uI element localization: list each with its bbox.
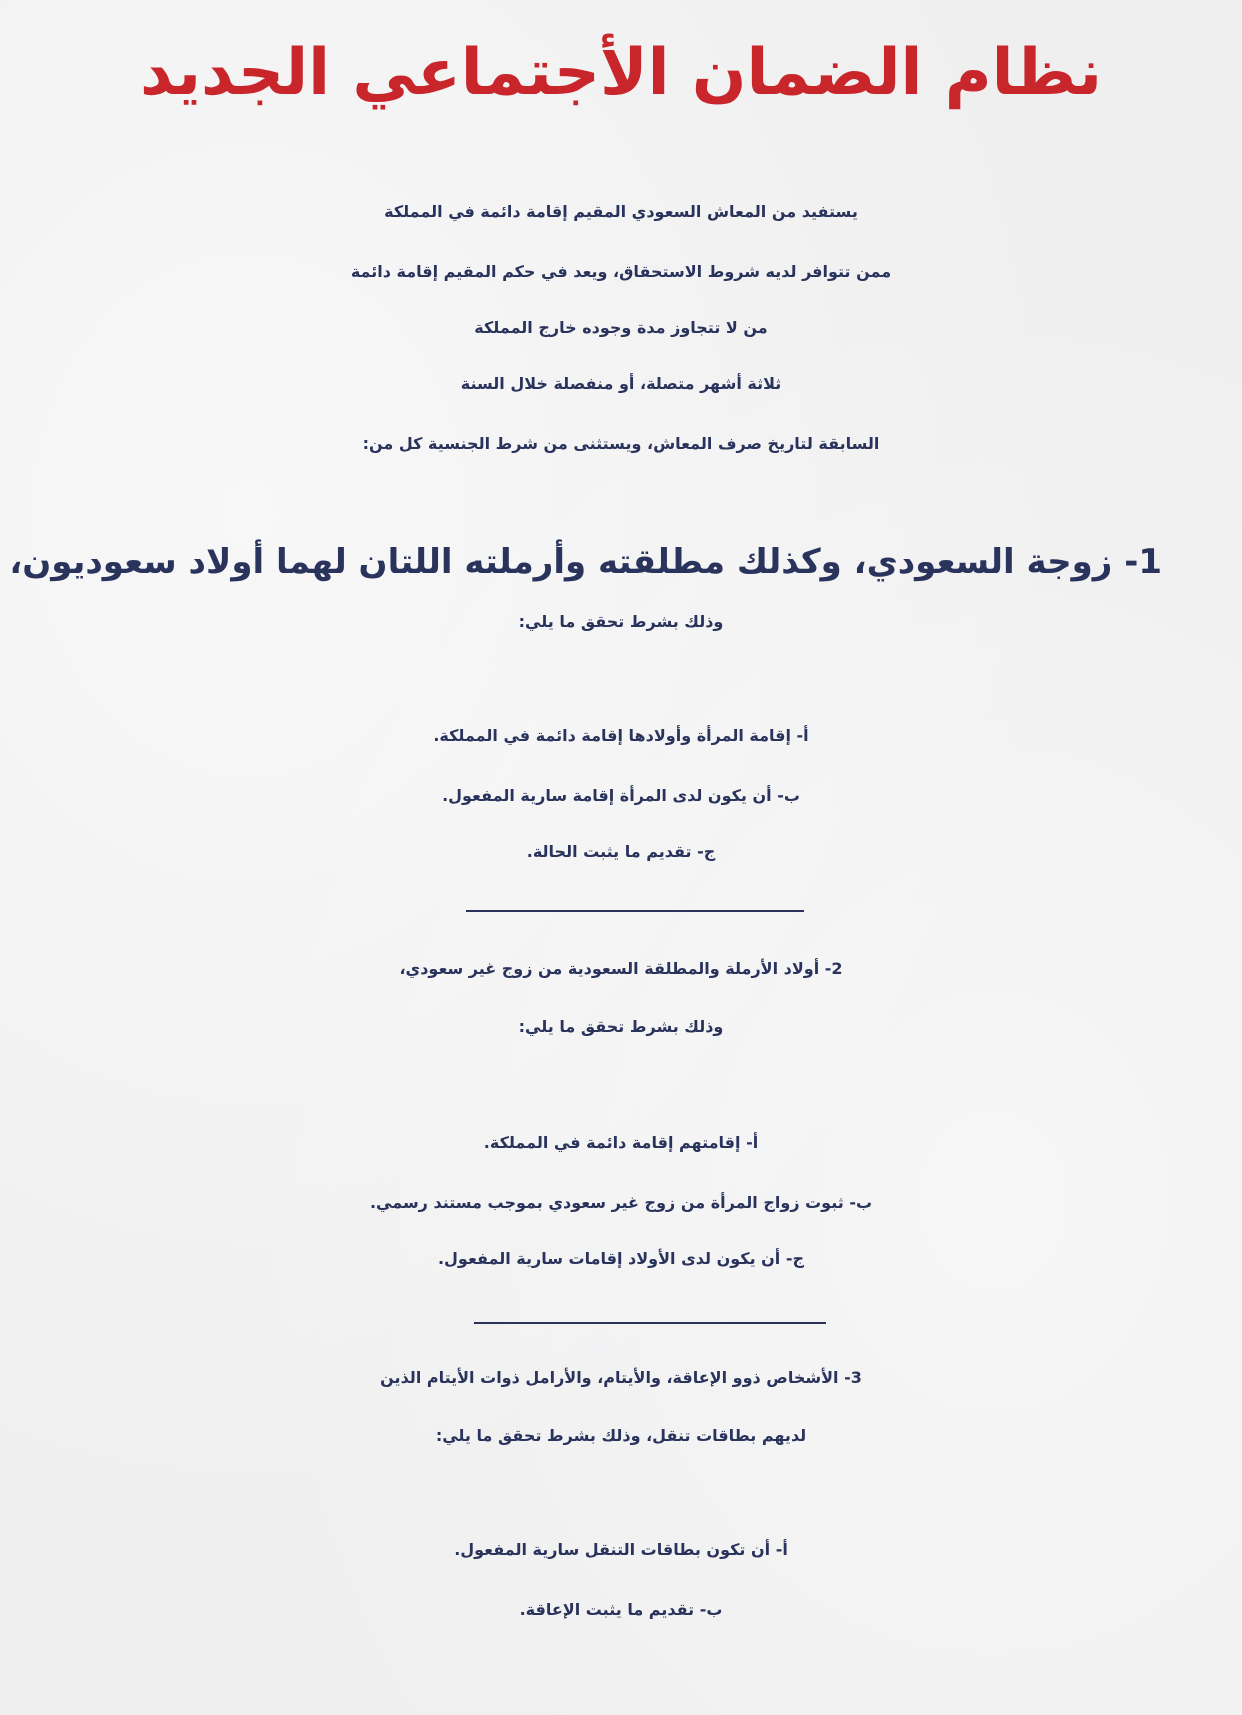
section-2-condition: ج- أن يكون لدى الأولاد إقامات سارية المفعول. [437, 1249, 805, 1268]
intro-line: ممن تتوافر لديه شروط الاستحقاق، ويعد في حكم المقيم إقامة دائمة [350, 262, 892, 281]
section-2-heading-cont: وذلك بشرط تحقق ما يلي: [518, 1017, 724, 1036]
intro-line: من لا تتجاوز مدة وجوده خارج المملكة [474, 318, 768, 337]
page-title: نظام الضمان الأجتماعي الجديد [139, 36, 1103, 110]
intro-line: ثلاثة أشهر متصلة، أو منفصلة خلال السنة [460, 374, 782, 393]
section-3-heading-cont: لديهم بطاقات تنقل، وذلك بشرط تحقق ما يلي: [435, 1426, 807, 1445]
section-3-condition: ب- تقديم ما يثبت الإعاقة. [519, 1600, 723, 1619]
section-2-condition: أ- إقامتهم إقامة دائمة في المملكة. [483, 1133, 759, 1152]
section-1-condition: أ- إقامة المرأة وأولادها إقامة دائمة في المملكة. [433, 726, 809, 745]
section-2-condition: ب- ثبوت زواج المرأة من زوج غير سعودي بموجب مستند رسمي. [369, 1193, 873, 1212]
intro-line: السابقة لتاريخ صرف المعاش، ويستثنى من شرط الجنسية كل من: [362, 434, 880, 453]
section-divider [474, 1322, 826, 1324]
section-1-condition: ب- أن يكون لدى المرأة إقامة سارية المفعول. [442, 786, 800, 805]
section-1-heading-cont: وذلك بشرط تحقق ما يلي: [518, 612, 724, 631]
section-2-heading: 2- أولاد الأرملة والمطلقة السعودية من زوج غير سعودي، [399, 959, 843, 978]
intro-line: يستفيد من المعاش السعودي المقيم إقامة دائمة في المملكة [384, 202, 858, 221]
section-3-condition: أ- أن تكون بطاقات التنقل سارية المفعول. [454, 1540, 788, 1559]
section-1-condition: ج- تقديم ما يثبت الحالة. [526, 842, 716, 861]
section-3-heading: 3- الأشخاص ذوو الإعاقة، والأيتام، والأرامل ذوات الأيتام الذين [380, 1368, 862, 1387]
section-1-heading: 1- زوجة السعودي، وكذلك مطلقته وأرملته اللتان لهما أولاد سعوديون، [9, 542, 1162, 582]
section-divider [466, 910, 804, 912]
